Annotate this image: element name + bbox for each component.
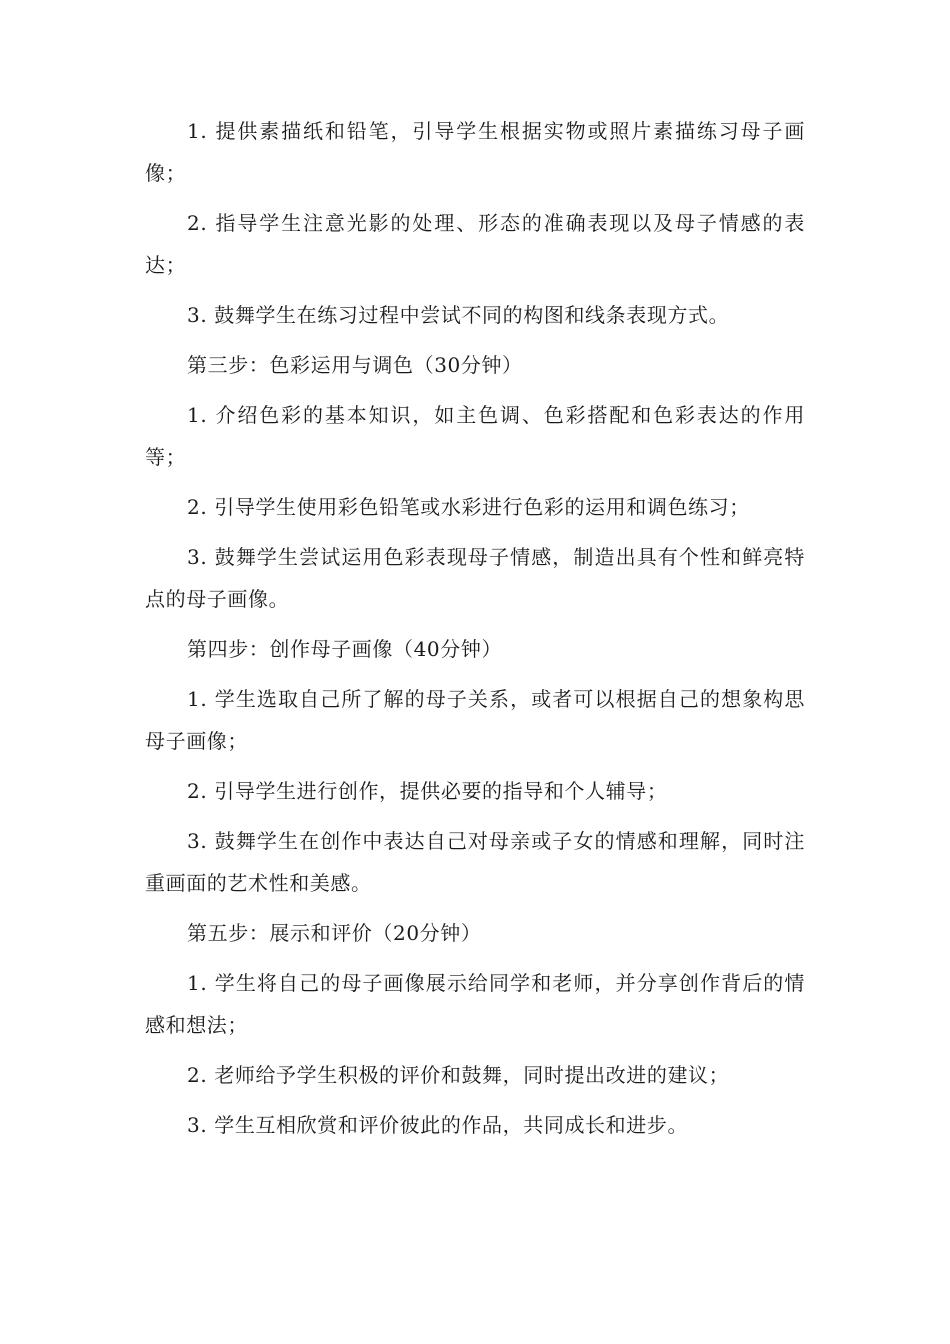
step5-item-3: 3. 学生互相欣赏和评价彼此的作品，共同成长和进步。 (187, 1113, 689, 1137)
step4-heading: 第四步：创作母子画像（40分钟） (187, 637, 503, 661)
step5-item-1: 1. 学生将自己的母子画像展示给同学和老师，并分享创作背后的情感和想法； (145, 971, 805, 1037)
step4-item-2: 2. 引导学生进行创作，提供必要的指导和个人辅导； (187, 779, 668, 803)
step5-item-2: 2. 老师给予学生积极的评价和鼓舞，同时提出改进的建议； (187, 1063, 730, 1087)
step3-item-2: 2. 引导学生使用彩色铅笔或水彩进行色彩的运用和调色练习； (187, 495, 750, 519)
step4-item-3: 3. 鼓舞学生在创作中表达自己对母亲或子女的情感和理解，同时注重画面的艺术性和美感。 (145, 829, 805, 895)
step5-heading: 第五步：展示和评价（20分钟） (187, 921, 482, 945)
step2-item-2: 2. 指导学生注意光影的处理、形态的准确表现以及母子情感的表达； (145, 211, 805, 277)
step3-item-1: 1. 介绍色彩的基本知识，如主色调、色彩搭配和色彩表达的作用等； (145, 403, 805, 469)
document-body (145, 110, 805, 1154)
step4-item-1: 1. 学生选取自己所了解的母子关系，或者可以根据自己的想象构思母子画像； (145, 687, 805, 753)
step3-heading: 第三步：色彩运用与调色（30分钟） (187, 353, 523, 377)
step2-item-1: 1. 提供素描纸和铅笔，引导学生根据实物或照片素描练习母子画像； (145, 119, 805, 185)
step2-item-3: 3. 鼓舞学生在练习过程中尝试不同的构图和线条表现方式。 (187, 303, 730, 327)
step3-item-3: 3. 鼓舞学生尝试运用色彩表现母子情感，制造出具有个性和鲜亮特点的母子画像。 (145, 545, 805, 611)
